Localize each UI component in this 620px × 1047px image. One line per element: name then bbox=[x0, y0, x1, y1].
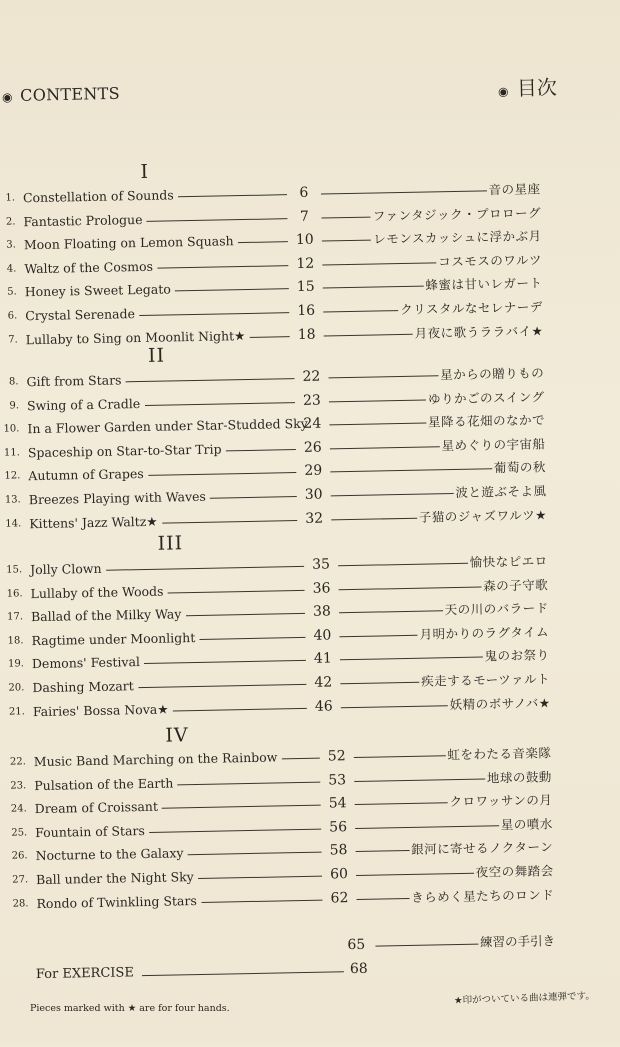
entry-number: 28. bbox=[12, 897, 29, 910]
entry-title: Fairies' Bossa Nova★ bbox=[32, 701, 169, 719]
entry-page: 58 bbox=[329, 842, 348, 859]
entry-title-ja: 星からの贈りもの bbox=[439, 365, 545, 383]
entry-page: 41 bbox=[313, 650, 332, 668]
leader-line bbox=[321, 216, 370, 218]
entry-number: 20. bbox=[8, 682, 25, 694]
toc-entry[interactable] bbox=[0, 321, 596, 351]
leader-line bbox=[355, 802, 448, 805]
entry-title: Kittens' Jazz Waltz★ bbox=[29, 513, 158, 531]
toc-entry[interactable] bbox=[6, 885, 606, 915]
entry-number: 14. bbox=[5, 517, 22, 530]
leader-line bbox=[321, 190, 487, 194]
leader-line bbox=[329, 375, 439, 378]
entry-page: 54 bbox=[328, 795, 347, 812]
entry-title-ja: 葡萄の秋 bbox=[493, 459, 547, 476]
leader-line bbox=[162, 805, 321, 809]
practice-title-ja: 練習の手引き bbox=[479, 933, 556, 950]
leader-line bbox=[356, 850, 410, 852]
leader-line bbox=[148, 472, 296, 476]
leader-line bbox=[178, 781, 321, 785]
leader-line bbox=[330, 446, 440, 449]
leader-line bbox=[201, 899, 322, 902]
mokuji-heading-text: 目次 bbox=[516, 75, 558, 101]
entry-title: Honey is Sweet Legato bbox=[24, 281, 171, 300]
entry-page: 35 bbox=[312, 556, 331, 573]
leader-line bbox=[339, 635, 417, 638]
leader-line bbox=[210, 496, 297, 499]
leader-line bbox=[329, 399, 426, 402]
practice-page: 65 bbox=[347, 936, 366, 954]
entry-number: 16. bbox=[6, 587, 23, 600]
entry-number: 3. bbox=[6, 239, 17, 251]
entry-title-ja: 銀河に寄せるノクターン bbox=[410, 839, 554, 858]
entry-title: Jolly Clown bbox=[29, 560, 102, 578]
leader-line bbox=[341, 705, 448, 708]
leader-line bbox=[198, 876, 322, 879]
leader-line bbox=[250, 336, 290, 338]
entry-title-ja: 月夜に歌うララバイ★ bbox=[414, 322, 544, 341]
entry-page: 30 bbox=[304, 486, 323, 503]
entry-page: 10 bbox=[295, 231, 314, 249]
entry-number: 2. bbox=[5, 215, 16, 228]
exercise-page: 68 bbox=[349, 960, 368, 978]
entry-number: 5. bbox=[7, 286, 17, 298]
leader-line bbox=[329, 423, 426, 426]
entry-number: 24. bbox=[10, 803, 27, 815]
leader-line bbox=[331, 493, 454, 496]
leader-line bbox=[354, 778, 485, 782]
entry-title-ja: コスモスのワルツ bbox=[438, 252, 543, 270]
leader-line bbox=[356, 873, 474, 876]
entry-page: 16 bbox=[297, 302, 316, 320]
entry-title-ja: 地球の鼓動 bbox=[486, 768, 552, 786]
entry-title: Music Band Marching on the Rainbow bbox=[33, 749, 278, 770]
entry-title: Constellation of Sounds bbox=[22, 187, 174, 206]
entry-number: 27. bbox=[12, 874, 29, 886]
leader-line bbox=[144, 402, 294, 406]
entry-title: Fantastic Prologue bbox=[23, 211, 143, 229]
entry-page: 26 bbox=[303, 439, 322, 456]
entry-title-ja: 月明かりのラグタイム bbox=[419, 624, 550, 642]
leader-line bbox=[282, 758, 320, 760]
leader-line bbox=[340, 657, 483, 661]
leader-line bbox=[331, 517, 417, 520]
entry-number: 18. bbox=[7, 635, 24, 647]
entry-title: Pulsation of the Earth bbox=[34, 775, 174, 793]
entry-title-ja: 妖精のボサノバ★ bbox=[449, 694, 551, 712]
entry-title: Ragtime under Moonlight bbox=[31, 629, 196, 648]
entry-title: Ballad of the Milky Way bbox=[30, 606, 182, 625]
entry-title: Dashing Mozart bbox=[32, 678, 134, 696]
entry-page: 38 bbox=[312, 603, 332, 620]
entry-title-ja: ファンタジック・プロローグ bbox=[372, 204, 542, 224]
entry-title: Waltz of the Cosmos bbox=[24, 258, 154, 277]
entry-page: 56 bbox=[329, 818, 348, 836]
footnote-en: Pieces marked with ★ are for four hands. bbox=[30, 1003, 230, 1014]
section-label: III bbox=[157, 532, 184, 555]
footnote-ja: ★印がついている曲は連弾です。 bbox=[453, 990, 595, 1007]
entry-title: Lullaby of the Woods bbox=[30, 583, 164, 601]
entry-title-ja: 天の川のバラード bbox=[444, 600, 549, 618]
leader-line bbox=[238, 241, 288, 243]
entry-page: 6 bbox=[299, 184, 309, 201]
leader-line bbox=[323, 310, 398, 312]
entry-number: 22. bbox=[9, 756, 26, 768]
entry-number: 19. bbox=[7, 658, 25, 671]
entry-number: 13. bbox=[4, 494, 21, 506]
entry-number: 8. bbox=[8, 376, 19, 388]
leader-line bbox=[357, 898, 410, 900]
entry-title-ja: 子猫のジャズワルツ★ bbox=[418, 506, 547, 525]
entry-number: 12. bbox=[4, 470, 21, 483]
toc-entry[interactable] bbox=[3, 693, 603, 723]
entry-title: Autumn of Grapes bbox=[28, 466, 144, 484]
entry-title: In a Flower Garden under Star-Studded Sky bbox=[27, 416, 308, 437]
leader-line bbox=[186, 613, 305, 616]
section-label: II bbox=[147, 344, 166, 367]
leader-line bbox=[226, 449, 296, 451]
entry-page: 29 bbox=[304, 462, 323, 480]
leader-line bbox=[126, 378, 295, 382]
entry-title: Lullaby to Sing on Moonlit Night★ bbox=[25, 327, 246, 347]
leader-line bbox=[339, 586, 482, 590]
entry-page: 22 bbox=[302, 368, 321, 385]
entry-number: 7. bbox=[8, 333, 18, 346]
entry-title-ja: 愉快なピエロ bbox=[469, 553, 548, 570]
section-label: IV bbox=[165, 724, 189, 747]
leader-line bbox=[138, 684, 306, 688]
entry-page: 7 bbox=[299, 208, 310, 225]
leader-line bbox=[339, 610, 443, 613]
entry-title: Swing of a Cradle bbox=[26, 395, 141, 413]
entry-title-ja: 音の星座 bbox=[488, 181, 541, 198]
entry-title: Ball under the Night Sky bbox=[35, 869, 194, 888]
leader-line bbox=[168, 590, 305, 594]
entry-title: Nocturne to the Galaxy bbox=[35, 845, 184, 864]
entry-number: 15. bbox=[6, 564, 23, 576]
entry-number: 25. bbox=[11, 827, 28, 839]
entry-number: 23. bbox=[10, 779, 27, 792]
leader-line bbox=[147, 218, 288, 222]
entry-page: 12 bbox=[296, 255, 315, 272]
section-label: I bbox=[140, 160, 150, 183]
entry-page: 23 bbox=[302, 392, 321, 409]
entry-title-ja: 疾走するモーツァルト bbox=[420, 671, 551, 689]
entry-page: 53 bbox=[328, 771, 347, 789]
entry-title-ja: クリスタルなセレナーデ bbox=[399, 299, 543, 318]
entry-number: 26. bbox=[11, 850, 28, 862]
entry-number: 21. bbox=[8, 705, 25, 718]
leader-line bbox=[322, 240, 371, 242]
entry-page: 24 bbox=[303, 415, 322, 433]
entry-page: 15 bbox=[296, 279, 315, 296]
entry-page: 18 bbox=[297, 326, 316, 343]
entry-title-ja: 森の子守歌 bbox=[483, 576, 549, 594]
leader-line bbox=[149, 828, 321, 832]
leader-line bbox=[162, 520, 297, 524]
entry-title-ja: ゆりかごのスイング bbox=[427, 388, 545, 407]
leader-line bbox=[139, 312, 289, 316]
leader-line bbox=[375, 944, 478, 947]
leader-line bbox=[200, 637, 306, 640]
leader-line bbox=[175, 289, 289, 292]
leader-line bbox=[188, 852, 322, 856]
leader-line bbox=[330, 469, 492, 473]
leader-line bbox=[322, 262, 436, 265]
entry-title-ja: 蜂蜜は甘いレガート bbox=[425, 275, 543, 293]
entry-title: Demons' Festival bbox=[31, 654, 141, 672]
entry-number: 10. bbox=[3, 423, 20, 435]
entry-title-ja: 星めぐりの宇宙船 bbox=[441, 436, 546, 454]
leader-line bbox=[157, 265, 288, 269]
entry-number: 1. bbox=[5, 192, 16, 204]
entry-title: Spaceship on Star-to-Star Trip bbox=[27, 441, 222, 460]
entry-title-ja: 夜空の舞踏会 bbox=[475, 863, 554, 880]
entry-page: 36 bbox=[312, 580, 331, 597]
leader-line bbox=[106, 566, 304, 571]
leader-line bbox=[324, 333, 413, 336]
entry-title: Moon Floating on Lemon Squash bbox=[23, 233, 234, 253]
leader-line bbox=[173, 707, 307, 711]
bullet-icon: ◉ bbox=[1, 90, 13, 105]
leader-line bbox=[354, 755, 446, 758]
leader-line bbox=[340, 682, 419, 685]
entry-title-ja: 虹をわたる音楽隊 bbox=[447, 745, 552, 763]
entry-page: 52 bbox=[327, 748, 346, 765]
entry-number: 6. bbox=[7, 310, 18, 322]
entry-number: 4. bbox=[6, 263, 17, 275]
entry-title: Rondo of Twinkling Stars bbox=[36, 892, 197, 911]
entry-page: 32 bbox=[305, 510, 324, 527]
entry-title: Dream of Croissant bbox=[34, 798, 159, 817]
entry-title-ja: レモンスカッシュに浮かぶ月 bbox=[373, 228, 542, 247]
entry-title-ja: 星降る花畑のなかで bbox=[427, 412, 546, 430]
entry-page: 42 bbox=[314, 674, 333, 691]
entry-page: 46 bbox=[314, 697, 333, 715]
toc-entry[interactable] bbox=[0, 505, 599, 535]
entry-page: 40 bbox=[313, 627, 332, 644]
leader-line bbox=[355, 825, 499, 829]
leader-line bbox=[323, 286, 424, 289]
entry-title: Gift from Stars bbox=[26, 372, 122, 390]
leader-line bbox=[338, 563, 468, 566]
leader-line bbox=[178, 194, 287, 197]
entry-title: Fountain of Stars bbox=[35, 822, 145, 840]
exercise-label: For EXERCISE bbox=[35, 965, 135, 983]
entry-page: 62 bbox=[330, 889, 349, 907]
entry-title: Crystal Serenade bbox=[25, 306, 136, 324]
leader-line bbox=[142, 971, 344, 976]
entry-title: Breezes Playing with Waves bbox=[28, 488, 207, 508]
contents-heading-text: CONTENTS bbox=[19, 83, 121, 105]
bullet-icon: ◉ bbox=[497, 84, 509, 99]
entry-title-ja: クロワッサンの月 bbox=[449, 792, 553, 810]
entry-number: 9. bbox=[9, 399, 20, 412]
entry-page: 60 bbox=[329, 866, 349, 883]
entry-title-ja: 星の噴水 bbox=[500, 815, 553, 832]
entry-title-ja: きらめく星たちのロンド bbox=[411, 886, 555, 905]
entry-title-ja: 波と遊ぶそよ風 bbox=[455, 483, 547, 501]
entry-number: 17. bbox=[7, 611, 24, 623]
leader-line bbox=[144, 660, 306, 664]
entry-title-ja: 鬼のお祭り bbox=[484, 647, 550, 664]
entry-number: 11. bbox=[3, 447, 20, 459]
